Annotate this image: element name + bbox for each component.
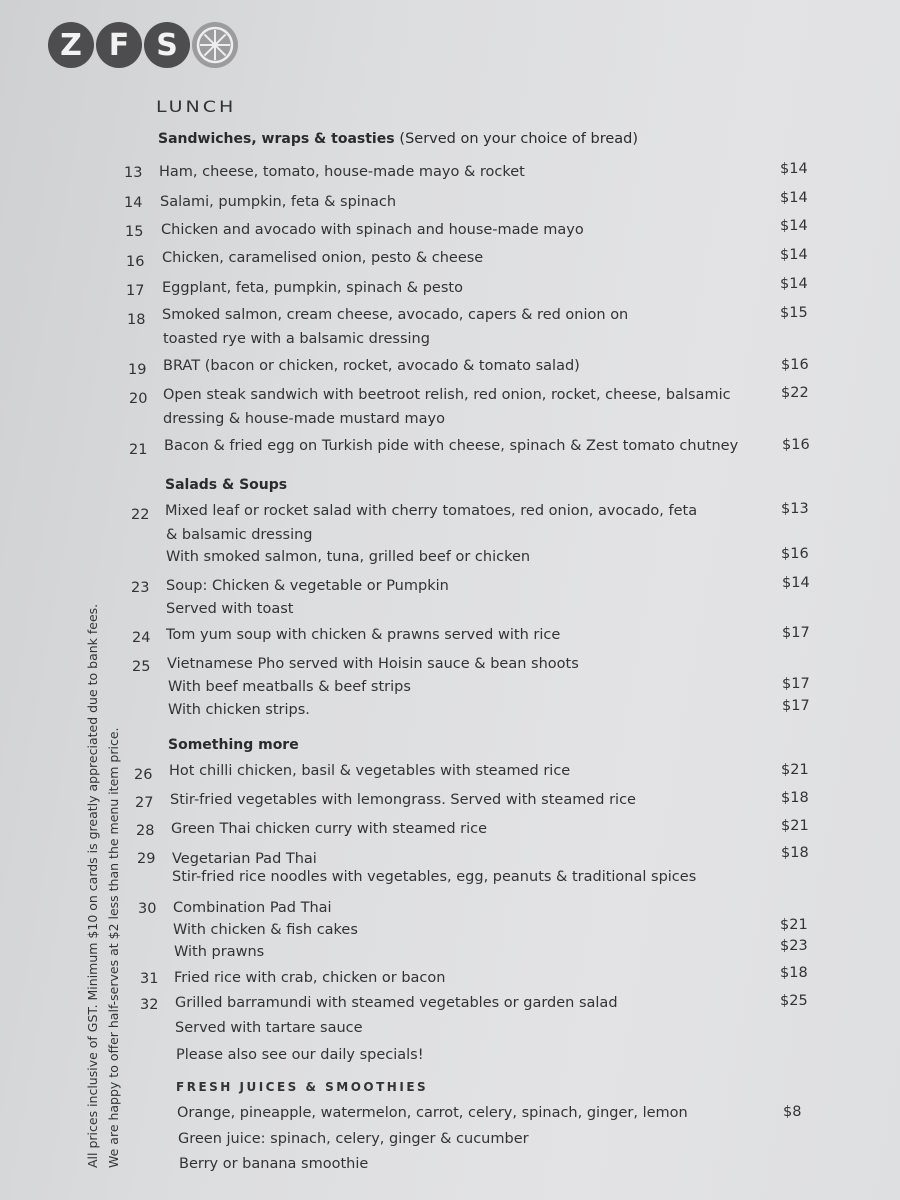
item-description: Smoked salmon, cream cheese, avocado, capers & red onion on [162,307,629,323]
item-price: $17 [782,698,810,714]
item-price: $16 [782,437,810,453]
item-description: Served with tartare sauce [175,1020,363,1036]
item-number: 29 [137,851,156,867]
item-price: $16 [781,546,809,562]
logo-letter-z: Z [48,22,94,68]
item-description: Eggplant, feta, pumpkin, spinach & pesto [162,280,463,296]
item-number: 32 [140,997,159,1013]
item-price: $23 [780,938,808,954]
item-description: With beef meatballs & beef strips [168,679,411,695]
item-description: With smoked salmon, tuna, grilled beef or chicken [166,549,531,565]
item-price: $16 [781,357,809,373]
item-number: 20 [129,391,148,407]
item-number: 26 [134,767,153,783]
item-number: 18 [127,312,146,328]
item-description: BRAT (bacon or chicken, rocket, avocado & tomato salad) [163,358,580,374]
item-description: Grilled barramundi with steamed vegetables or garden salad [175,995,618,1011]
item-price: $14 [780,190,808,206]
item-number: 16 [126,254,145,270]
zfs-logo [48,22,238,68]
item-number: 19 [128,362,147,378]
item-price: $21 [780,917,808,933]
section-sandwiches-title: Sandwiches, wraps & toasties [158,131,395,147]
logo-letter-s: S [144,22,190,68]
item-description: & balsamic dressing [166,527,313,543]
juice-item: Green juice: spinach, celery, ginger & cucumber [178,1131,529,1147]
item-price: $14 [780,161,808,177]
item-description: Bacon & fried egg on Turkish pide with cheese, spinach & Zest tomato chutney [164,438,739,454]
item-description: Green Thai chicken curry with steamed rice [171,821,488,837]
logo-letter-f: F [96,22,142,68]
item-description: toasted rye with a balsamic dressing [163,331,430,347]
item-price: $25 [780,993,808,1009]
item-description: Stir-fried rice noodles with vegetables, egg, peanuts & traditional spices [172,869,697,885]
item-description: Served with toast [166,601,294,617]
item-number: 25 [132,659,151,675]
citrus-slice-icon [192,22,238,68]
item-description: Chicken, caramelised onion, pesto & cheese [162,250,484,266]
item-price: $17 [782,676,810,692]
item-description: Mixed leaf or rocket salad with cherry tomatoes, red onion, avocado, feta [165,503,698,519]
item-description: Vietnamese Pho served with Hoisin sauce & bean shoots [167,656,579,672]
item-number: 24 [132,630,151,646]
item-price: $18 [781,845,809,861]
item-number: 15 [125,224,144,240]
item-description: Combination Pad Thai [173,900,332,916]
item-number: 23 [131,580,150,596]
item-number: 27 [135,795,154,811]
item-price: $14 [780,276,808,292]
item-number: 21 [129,442,148,458]
item-price: $22 [781,385,809,401]
item-description: Chicken and avocado with spinach and house-made mayo [161,222,584,238]
juices-heading: FRESH JUICES & SMOOTHIES [176,1080,429,1094]
item-price: $14 [782,575,810,591]
item-price: $14 [780,218,808,234]
pricing-side-note [82,604,124,1168]
item-description: dressing & house-made mustard mayo [163,411,445,427]
item-description: Hot chilli chicken, basil & vegetables with steamed rice [169,763,571,779]
side-note-line-2: We are happy to offer half-serves at $2 less than the menu item price. [106,727,121,1168]
item-description: Ham, cheese, tomato, house-made mayo & rocket [159,164,525,180]
item-number: 13 [124,165,143,181]
daily-specials-note: Please also see our daily specials! [176,1047,424,1063]
juice-price: $8 [783,1104,802,1120]
item-number: 17 [126,283,145,299]
item-description: Salami, pumpkin, feta & spinach [160,194,397,210]
item-price: $21 [781,818,809,834]
item-description: Soup: Chicken & vegetable or Pumpkin [166,578,449,594]
item-description: Vegetarian Pad Thai [172,851,317,867]
item-price: $13 [781,501,809,517]
item-description: With prawns [174,944,265,960]
item-description: With chicken strips. [168,702,310,718]
side-note-line-1: All prices inclusive of GST. Minimum $10 on cards is greatly appreciated due to bank fees. [85,603,100,1168]
item-price: $18 [780,965,808,981]
juice-item: Orange, pineapple, watermelon, carrot, celery, spinach, ginger, lemon [177,1105,688,1121]
item-description: Open steak sandwich with beetroot relish, red onion, rocket, cheese, balsamic [163,387,731,403]
section-something-more-title: Something more [168,737,299,753]
juice-item: Berry or banana smoothie [179,1156,369,1172]
lunch-heading: LUNCH [156,97,237,117]
section-sandwiches [158,131,638,147]
section-sandwiches-note: (Served on your choice of bread) [399,131,639,147]
item-price: $21 [781,762,809,778]
item-description: Fried rice with crab, chicken or bacon [174,970,446,986]
item-number: 28 [136,823,155,839]
item-number: 30 [138,901,157,917]
item-description: Tom yum soup with chicken & prawns served with rice [166,627,561,643]
item-description: With chicken & fish cakes [173,922,358,938]
item-number: 14 [124,195,143,211]
item-description: Stir-fried vegetables with lemongrass. Served with steamed rice [170,792,636,808]
item-number: 31 [140,971,159,987]
section-salads-title: Salads & Soups [165,477,288,493]
item-price: $15 [780,305,808,321]
item-price: $18 [781,790,809,806]
item-price: $14 [780,247,808,263]
item-number: 22 [131,507,150,523]
item-price: $17 [782,625,810,641]
